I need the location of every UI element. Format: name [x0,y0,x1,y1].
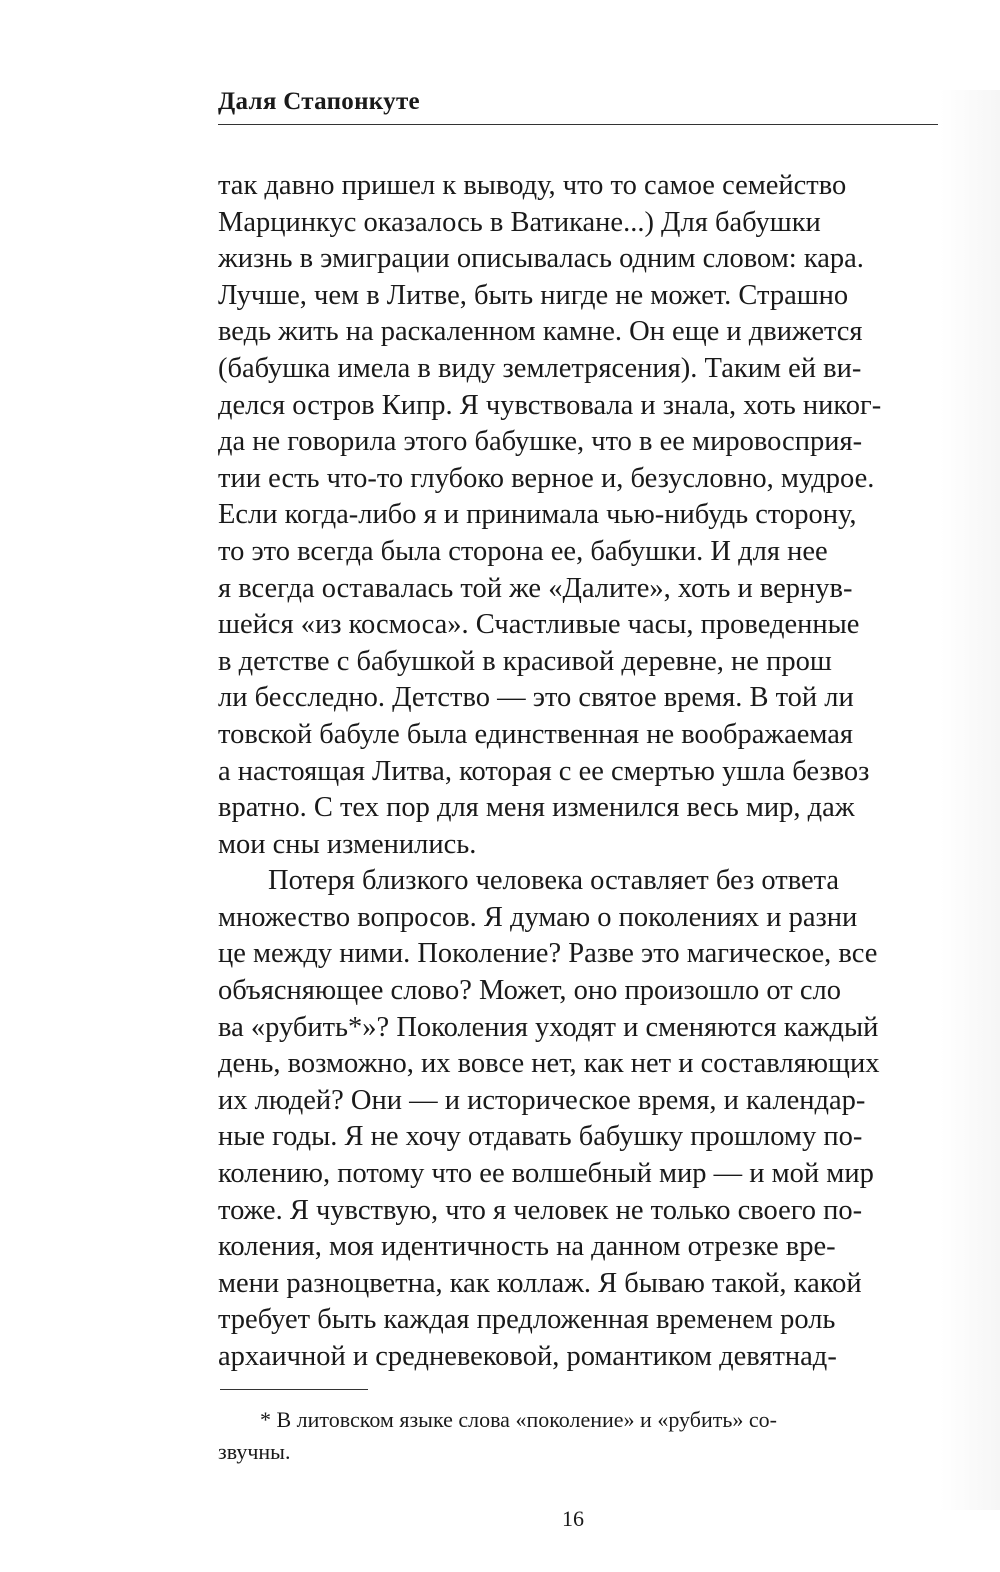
text-line: (бабушка имела в виду землетрясения). Таким ей ви- [218,352,862,384]
text-line: день, возможно, их вовсе нет, как нет и составляющих [218,1048,880,1080]
page-edge-shadow [940,90,1000,1510]
text-line: тоже. Я чувствую, что я человек не только своего по- [218,1194,863,1226]
text-line: их людей? Они — и историческое время, и календар- [218,1084,866,1116]
text-line: товской бабуле была единственная не воображаемая [218,718,853,750]
text-line: Марцинкус оказалось в Ватикане...) Для бабушки [218,206,821,238]
text-line: ные годы. Я не хочу отдавать бабушку прошлому по- [218,1121,863,1153]
text-line: в детстве с бабушкой в красивой деревне, не прош [218,645,832,677]
text-line: це между ними. Поколение? Разве это магическое, все [218,938,878,970]
running-head: Даля Стапонкуте [218,88,420,115]
text-line: вратно. С тех пор для меня изменился весь мир, даж [218,792,855,824]
text-line: жизнь в эмиграции описывалась одним словом: кара. [218,243,864,275]
text-line: архаичной и средневековой, романтиком девятнад- [218,1341,837,1372]
text-line: мои сны изменились. [218,828,477,860]
text-line: делся остров Кипр. Я чувствовала и знала, хоть никог- [218,389,882,421]
text-line: коления, моя идентичность на данном отрезке вре- [218,1231,836,1263]
text-line: требует быть каждая предложенная временем роль [218,1304,836,1336]
body-text [218,168,938,1376]
footnote [218,1404,938,1468]
text-line: так давно пришел к выводу, что то самое семейство [218,170,847,201]
footnote-line: * В литовском языке слова «поколение» и «рубить» со- [260,1407,777,1432]
text-line: мени разноцветна, как коллаж. Я бываю такой, какой [218,1267,862,1299]
text-line: ли бесследно. Детство — это святое время. В той ли [218,682,854,714]
header-rule [218,124,938,125]
paragraph-start-line: Потеря близкого человека оставляет без ответа [268,865,840,897]
text-line: ведь жить на раскаленном камне. Он еще и движется [218,316,863,348]
text-line: Если когда-либо я и принимала чью-нибудь сторону, [218,499,857,531]
text-line: Лучше, чем в Литве, быть нигде не может. Страшно [218,279,849,311]
footnote-rule [220,1389,368,1390]
footnote-line: звучны. [218,1439,291,1464]
text-line: колению, потому что ее волшебный мир — и мой мир [218,1158,874,1190]
text-line: то это всегда была сторона ее, бабушки. И для нее [218,535,828,567]
text-line: объясняющее слово? Может, оно произошло от сло [218,975,842,1007]
text-line: множество вопросов. Я думаю о поколениях и разни [218,901,858,933]
text-line: а настоящая Литва, которая с ее смертью ушла безвоз [218,755,870,787]
text-line: да не говорила этого бабушке, что в ее мировосприя- [218,426,863,458]
text-line: ва «рубить*»? Поколения уходят и сменяются каждый [218,1011,879,1043]
text-line: я всегда оставалась той же «Далите», хоть и вернув- [218,572,853,604]
page-number: 16 [562,1506,584,1531]
text-line: шейся «из космоса». Счастливые часы, проведенные [218,609,860,641]
text-line: тии есть что-то глубоко верное и, безусловно, мудрое. [218,462,875,494]
